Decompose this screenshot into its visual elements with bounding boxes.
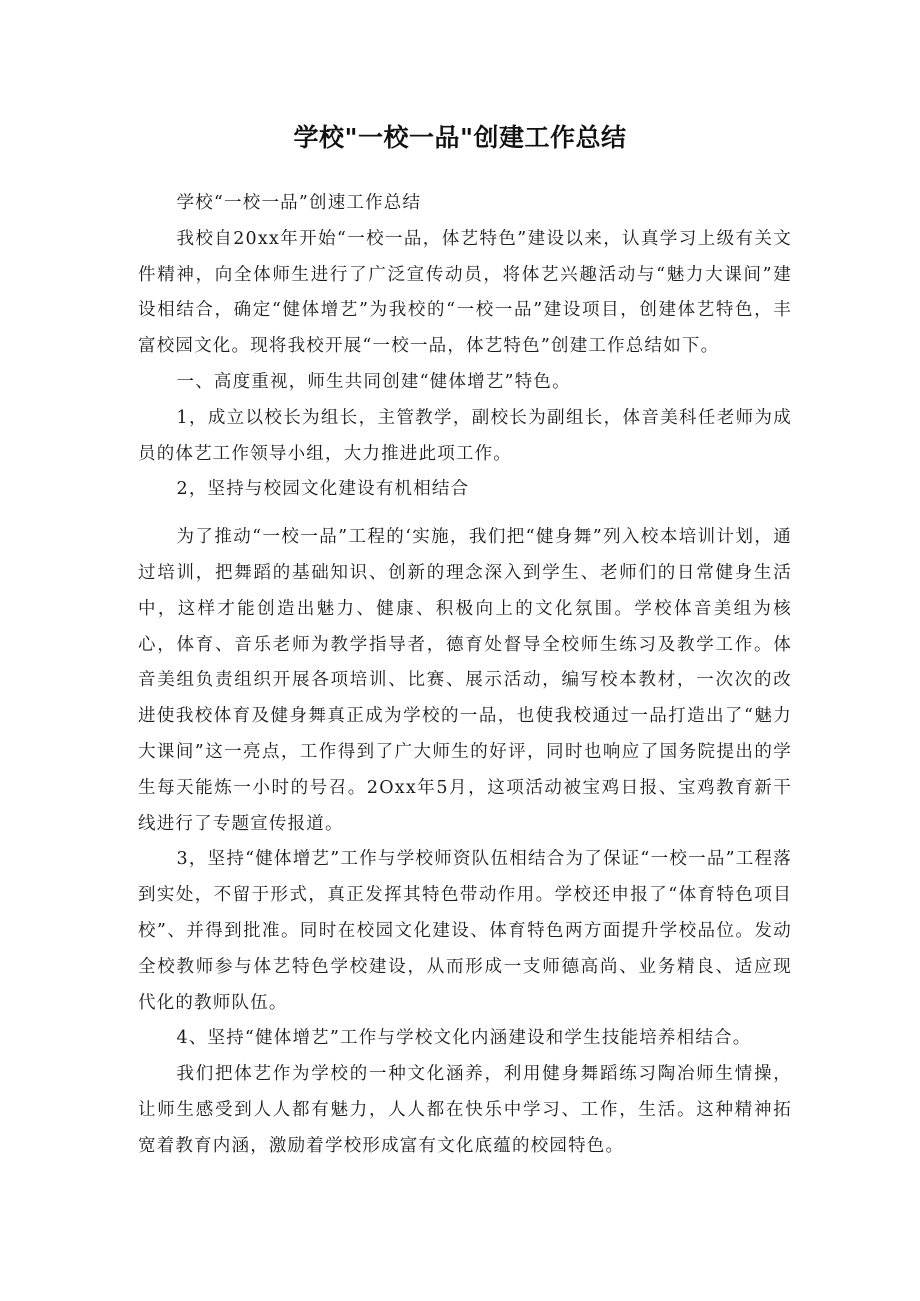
- point-2-heading: 2，坚持与校园文化建设有机相结合: [176, 479, 470, 500]
- document-title: 学校"一校一品"创建工作总结: [293, 123, 627, 152]
- closing-paragraph: 我们把体艺作为学校的一种文化涵养，利用健身舞蹈练习陶冶师生情操，让师生感受到人人都有魅力，人人都在快乐中学习、工作，生活。这种精神拓宽着教育内涵，激励着学校形成富有文化底蕴的校园特色。: [138, 1064, 792, 1156]
- subtitle-paragraph: 学校“一校一品”创速工作总结: [176, 193, 422, 213]
- section-heading: 一、高度重视，师生共同创建“健体增艺”特色。: [176, 371, 571, 392]
- point-4-heading: 4、坚持“健体增艺”工作与学校文化内涵建设和学生技能培养相结合。: [176, 1028, 752, 1049]
- point-3-paragraph: 3，坚持“健体增艺”工作与学校师资队伍相结合为了保证“一校一品”工程落到实处，不留于形式，真正发挥其特色带动作用。学校还申报了“体育特色项目校”、并得到批准。同时在校园文化建设、体育特色两方面提升学校品位。发动全校教师参与体艺特色学校建设，从而形成一支师德高尚、业务精良、适应现代化的教师队伍。: [138, 849, 792, 1013]
- document-body: [138, 186, 792, 1165]
- point-2-paragraph: 为了推动“一校一品”工程的‘实施，我们把“健身舞”列入校本培训计划，通过培训，把舞蹈的基础知识、创新的理念深入到学生、老师们的日常健身生活中，这样才能创造出魅力、健康、积极向上的文化氛围。学校体音美组为核心，体育、音乐老师为教学指导者，德育处督导全校师生练习及教学工作。体音美组负责组织开展各项培训、比赛、展示活动，编写校本教材，一次次的改进使我校体育及健身舞真正成为学校的一品，也使我校通过一品打造出了“魅力大课间”这一亮点，工作得到了广大师生的好评，同时也响应了国务院提出的学生每天能炼一小时的号召。2Oxx年5月，这项活动被宝鸡日报、宝鸡教育新干线进行了专题宣传报道。: [138, 527, 792, 834]
- intro-paragraph: 我校自20xx年开始“一校一品，体艺特色”建设以来，认真学习上级有关文件精神，向全体师生进行了广泛宣传动员，将体艺兴趣活动与“魅力大课间”建设相结合，确定“健体增艺”为我校的“一校一品”建设项目，创建体艺特色，丰富校园文化。现将我校开展“一校一品，体艺特色”创建工作总结如下。: [138, 228, 792, 357]
- point-1-paragraph: 1，成立以校长为组长，主管教学，副校长为副组长，体音美科任老师为成员的体艺工作领导小组，大力推进此项工作。: [138, 407, 792, 464]
